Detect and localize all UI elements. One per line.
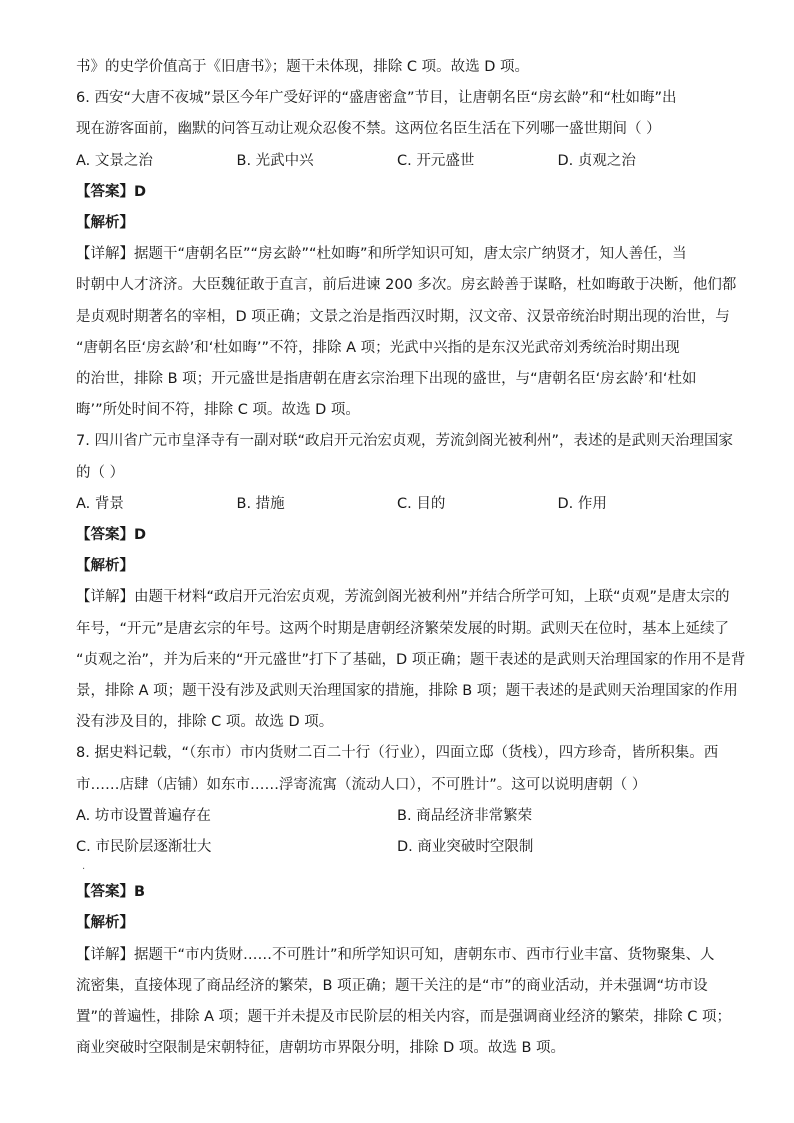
detail-line: 【详解】据题干“唐朝名臣”“房玄龄”“杜如晦”和所学知识可知，唐太宗广纳贤才，知人善任，当 (76, 246, 687, 263)
option-d: D. 贞观之治 (557, 152, 636, 169)
question-6 (76, 83, 737, 426)
detail-line: 【详解】由题干材料“政启开元治宏贞观，芳流剑阁光被利州”并结合所学可知，上联“贞观”是唐太宗的 (76, 589, 730, 606)
question-stem-line: 现在游客面前，幽默的问答互动让观众忍俊不禁。这两位名臣生活在下列哪一盛世期间（ ） (76, 121, 661, 138)
analysis-label: 【解析】 (76, 915, 134, 932)
analysis-label: 【解析】 (76, 558, 134, 575)
option-a: A. 文景之治 (76, 152, 153, 169)
option-c: C. 市民阶层逐渐壮大 (76, 839, 212, 856)
intro-line: 书》的史学价值高于《旧唐书》；题干未体现，排除 C 项。故选 D 项。 (76, 59, 529, 75)
detail-line: 是贞观时期著名的宰相，D 项正确；文景之治是指西汉时期，汉文帝、汉景帝统治时期出现的治世，与 (76, 308, 730, 325)
answer-label: 【答案】B (76, 884, 146, 901)
analysis-label: 【解析】 (76, 215, 134, 232)
question-8 (76, 738, 731, 1064)
question-stem-line: 7. 四川省广元市皇泽寺有一副对联“政启开元治宏贞观，芳流剑阁光被利州”，表述的是武则天治理国家 (76, 433, 733, 450)
detail-line: 置”的普遍性，排除 A 项；题干并未提及市民阶层的相关内容，而是强调商业经济的繁荣，排除 C 项； (76, 1009, 731, 1026)
stray-dot: · (82, 864, 86, 876)
detail-line: 没有涉及目的，排除 C 项。故选 D 项。 (76, 714, 334, 731)
option-b: B. 商品经济非常繁荣 (397, 807, 533, 824)
detail-line: “贞观之治”，并为后来的“开元盛世”打下了基础，D 项正确；题干表述的是武则天治理国家的作用不是背 (76, 651, 746, 668)
detail-line: 晦’”所处时间不符，排除 C 项。故选 D 项。 (76, 402, 360, 419)
detail-line: 景，排除 A 项；题干没有涉及武则天治理国家的措施，排除 B 项；题干表述的是武则天治理国家的作用 (76, 683, 738, 700)
option-a: A. 背景 (76, 495, 124, 512)
option-d: D. 作用 (557, 495, 607, 512)
question-stem-line: 市……店肆（店铺）如东市……浮寄流寓（流动人口），不可胜计”。这可以说明唐朝（ ） (76, 776, 647, 793)
question-stem-line: 8. 据史料记载，“（东市）市内货财二百二十行（行业），四面立邸（货栈），四方珍奇，皆所积集。西 (76, 745, 719, 762)
answer-label: 【答案】D (76, 183, 147, 200)
option-d: D. 商业突破时空限制 (397, 839, 534, 856)
question-stem-line: 的（ ） (76, 464, 125, 481)
detail-line: 年号，“开元”是唐玄宗的年号。这两个时期是唐朝经济繁荣发展的时期。武则天在位时，基本上延续了 (76, 620, 730, 637)
detail-line: 时朝中人才济济。大臣魏征敢于直言，前后进谏 200 多次。房玄龄善于谋略，杜如晦敢于决断，他们都 (76, 277, 737, 294)
answer-label: 【答案】D (76, 527, 147, 544)
option-b: B. 措施 (236, 495, 285, 512)
option-c: C. 开元盛世 (397, 152, 475, 169)
question-stem-line: 6. 西安“大唐不夜城”景区今年广受好评的“盛唐密盒”节目，让唐朝名臣“房玄龄”和“杜如晦”出 (76, 90, 677, 107)
option-a: A. 坊市设置普遍存在 (76, 807, 211, 824)
options-row (76, 146, 718, 177)
options-row (76, 832, 718, 863)
document-page (76, 52, 746, 1065)
detail-line: “唐朝名臣‘房玄龄’和‘杜如晦’”不符，排除 A 项；光武中兴指的是东汉光武帝刘秀统治时期出现 (76, 339, 680, 356)
detail-line: 的治世，排除 B 项；开元盛世是指唐朝在唐玄宗治理下出现的盛世，与“唐朝名臣‘房玄龄’和‘杜如 (76, 371, 697, 388)
options-row (76, 489, 718, 520)
detail-line: 流密集，直接体现了商品经济的繁荣，B 项正确；题干关注的是“市”的商业活动，并未强调“坊市设 (76, 977, 708, 994)
option-c: C. 目的 (397, 495, 446, 512)
question-7 (76, 426, 746, 738)
options-row (76, 801, 718, 832)
option-b: B. 光武中兴 (236, 152, 314, 169)
detail-line: 【详解】据题干“市内货财……不可胜计”和所学知识可知，唐朝东市、西市行业丰富、货物聚集、人 (76, 946, 715, 963)
detail-line: 商业突破时空限制是宋朝特征，唐朝坊市界限分明，排除 D 项。故选 B 项。 (76, 1040, 566, 1057)
